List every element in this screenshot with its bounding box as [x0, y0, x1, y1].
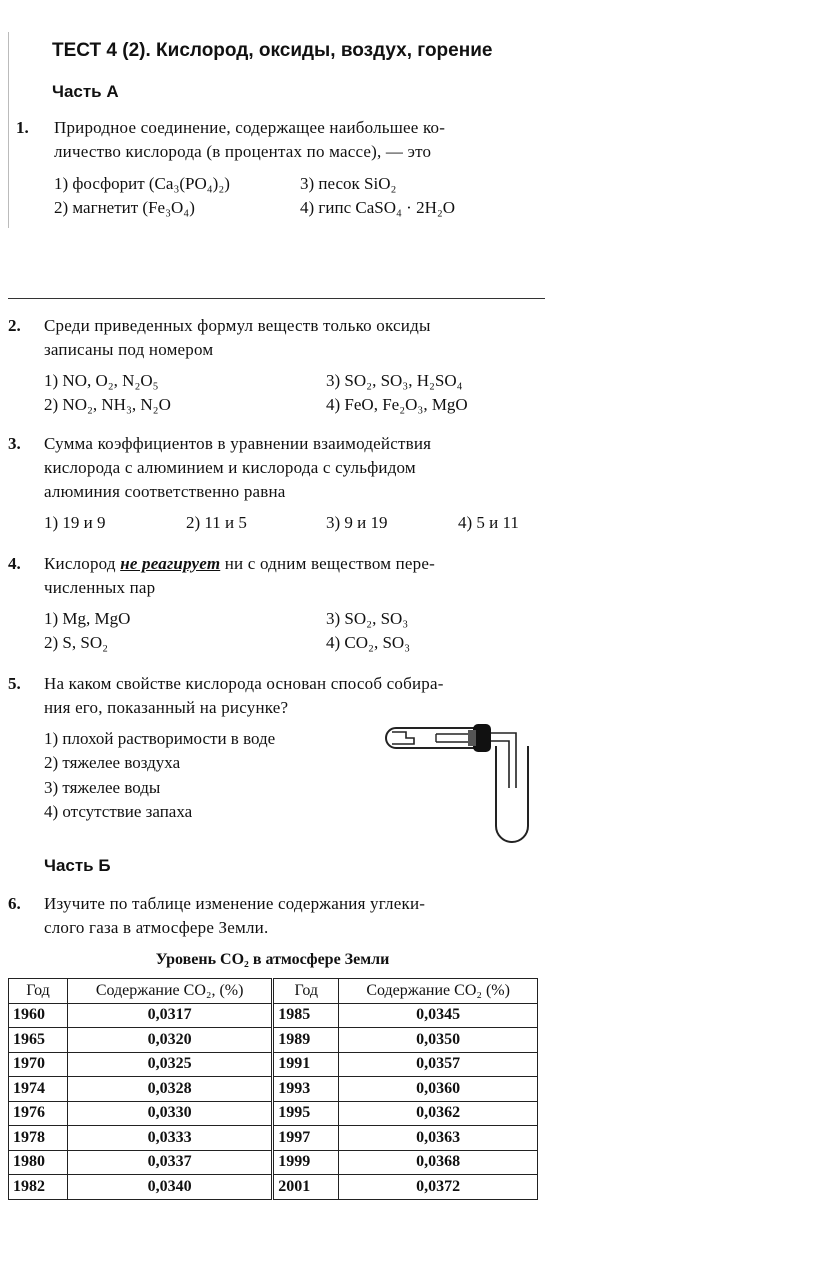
question-text-line: слого газа в атмосфере Земли. — [44, 918, 269, 937]
question-text-line: Изучите по таблице изменение содержания углеки- — [44, 894, 426, 913]
content-cell: 0,0345 — [339, 1003, 538, 1028]
answer-option-3[interactable]: 3) SO₂, SO₃ — [326, 609, 409, 628]
year-cell: 1982 — [9, 1175, 68, 1200]
answer-option-4[interactable]: 4) гипс CaSO₄ · 2H₂O — [300, 198, 456, 217]
table-header-row — [9, 979, 538, 1004]
answer-option-2[interactable]: 2) S, SO₂ — [44, 633, 109, 652]
year-cell: 1991 — [273, 1052, 339, 1077]
content-cell: 0,0333 — [68, 1126, 273, 1151]
question-text-line: ния его, показанный на рисунке? — [44, 698, 289, 717]
question-text-line: кислорода с алюминием и кислорода с сульфидом — [44, 458, 416, 477]
question-text — [44, 892, 538, 940]
answer-option-1[interactable]: 1) фосфорит (Ca₃(PO₄)₂) — [54, 174, 230, 193]
content-cell: 0,0360 — [339, 1077, 538, 1102]
year-cell: 1976 — [9, 1101, 68, 1126]
content-cell: 0,0368 — [339, 1150, 538, 1175]
question-text-line: записаны под номером — [44, 340, 214, 359]
question-text-line: Природное соединение, содержащее наибольшее ко- — [54, 118, 446, 137]
question-text — [54, 116, 546, 164]
solid-reagent — [392, 732, 414, 744]
collecting-test-tube — [496, 746, 528, 842]
test-title: ТЕСТ 4 (2). Кислород, оксиды, воздух, горение — [52, 40, 493, 61]
table-body — [9, 1003, 538, 1199]
question-text — [44, 552, 538, 600]
year-cell: 1993 — [273, 1077, 339, 1102]
co2-table — [8, 978, 538, 1200]
year-cell: 1980 — [9, 1150, 68, 1175]
answer-option-4[interactable]: 4) отсутствие запаха — [44, 802, 193, 821]
question-number: 3. — [8, 434, 21, 453]
year-cell: 1974 — [9, 1077, 68, 1102]
question-text-line: Среди приведенных формул веществ только оксиды — [44, 316, 431, 335]
answer-option-1[interactable]: 1) 19 и 9 — [44, 513, 106, 532]
table-row — [9, 1028, 538, 1053]
question-text-line: алюминия соответственно равна — [44, 482, 286, 501]
answer-option-1[interactable]: 1) Mg, MgO — [44, 609, 131, 628]
column-header-content: Содержание CO₂, (%) — [68, 979, 273, 1004]
emphasized-text: не реагирует — [120, 554, 221, 573]
answer-option-2[interactable]: 2) тяжелее воздуха — [44, 753, 181, 772]
column-header-content: Содержание CO₂ (%) — [339, 979, 538, 1004]
question-number: 2. — [8, 316, 21, 335]
year-cell: 1997 — [273, 1126, 339, 1151]
answer-option-1[interactable]: 1) NO, O₂, N₂O₅ — [44, 371, 159, 390]
content-cell: 0,0362 — [339, 1101, 538, 1126]
content-cell: 0,0340 — [68, 1175, 273, 1200]
part-b-heading: Часть Б — [44, 856, 111, 875]
question-number: 5. — [8, 674, 21, 693]
column-header-year: Год — [273, 979, 339, 1004]
question-text-part: ни с одним веществом пере- — [220, 554, 435, 573]
question-text-line: На каком свойстве кислорода основан способ собира- — [44, 674, 444, 693]
answer-option-3[interactable]: 3) 9 и 19 — [326, 513, 388, 532]
part-a-heading: Часть А — [52, 82, 119, 101]
answer-option-3[interactable]: 3) тяжелее воды — [44, 778, 161, 797]
content-cell: 0,0320 — [68, 1028, 273, 1053]
year-cell: 1965 — [9, 1028, 68, 1053]
content-cell: 0,0325 — [68, 1052, 273, 1077]
answer-option-4[interactable]: 4) CO₂, SO₃ — [326, 633, 411, 652]
question-text-line: Сумма коэффициентов в уравнении взаимодействия — [44, 434, 432, 453]
table-row — [9, 1126, 538, 1151]
table-title: Уровень CO₂ в атмосфере Земли — [155, 951, 390, 968]
content-cell: 0,0372 — [339, 1175, 538, 1200]
table-row — [9, 1003, 538, 1028]
answer-option-4[interactable]: 4) FeO, Fe₂O₃, MgO — [326, 395, 468, 414]
year-cell: 1989 — [273, 1028, 339, 1053]
page-edge-line — [8, 32, 9, 228]
section-divider — [8, 298, 545, 299]
year-cell: 1985 — [273, 1003, 339, 1028]
year-cell: 2001 — [273, 1175, 339, 1200]
year-cell: 1999 — [273, 1150, 339, 1175]
question-text — [44, 432, 538, 504]
year-cell: 1978 — [9, 1126, 68, 1151]
answer-option-3[interactable]: 3) SO₂, SO₃, H₂SO₄ — [326, 371, 463, 390]
content-cell: 0,0337 — [68, 1150, 273, 1175]
answer-option-2[interactable]: 2) 11 и 5 — [186, 513, 247, 532]
table-row — [9, 1077, 538, 1102]
answer-option-2[interactable]: 2) магнетит (Fe₃O₄) — [54, 198, 195, 217]
content-cell: 0,0350 — [339, 1028, 538, 1053]
content-cell: 0,0328 — [68, 1077, 273, 1102]
question-text-line: личество кислорода (в процентах по массе), — это — [54, 142, 432, 161]
table-row — [9, 1101, 538, 1126]
question-text-line — [44, 552, 538, 576]
horizontal-test-tube — [386, 728, 474, 748]
gas-collection-apparatus-figure — [378, 716, 538, 844]
table-row — [9, 1150, 538, 1175]
content-cell: 0,0357 — [339, 1052, 538, 1077]
year-cell: 1960 — [9, 1003, 68, 1028]
table-row — [9, 1175, 538, 1200]
answer-option-2[interactable]: 2) NO₂, NH₃, N₂O — [44, 395, 171, 414]
column-header-year: Год — [9, 979, 68, 1004]
answer-option-1[interactable]: 1) плохой растворимости в воде — [44, 729, 276, 748]
delivery-tube-inner — [490, 741, 509, 788]
table-row — [9, 1052, 538, 1077]
answer-option-3[interactable]: 3) песок SiO₂ — [300, 174, 397, 193]
year-cell: 1970 — [9, 1052, 68, 1077]
content-cell: 0,0363 — [339, 1126, 538, 1151]
question-number: 6. — [8, 894, 21, 913]
question-text — [44, 314, 538, 362]
stopper-neck — [468, 730, 476, 746]
question-text — [44, 672, 538, 720]
question-number: 4. — [8, 554, 21, 573]
question-text-line: численных пар — [44, 578, 156, 597]
question-text-part: Кислород — [44, 554, 121, 573]
question-number: 1. — [16, 118, 29, 137]
content-cell: 0,0330 — [68, 1101, 273, 1126]
year-cell: 1995 — [273, 1101, 339, 1126]
answer-option-4[interactable]: 4) 5 и 11 — [458, 513, 519, 532]
content-cell: 0,0317 — [68, 1003, 273, 1028]
